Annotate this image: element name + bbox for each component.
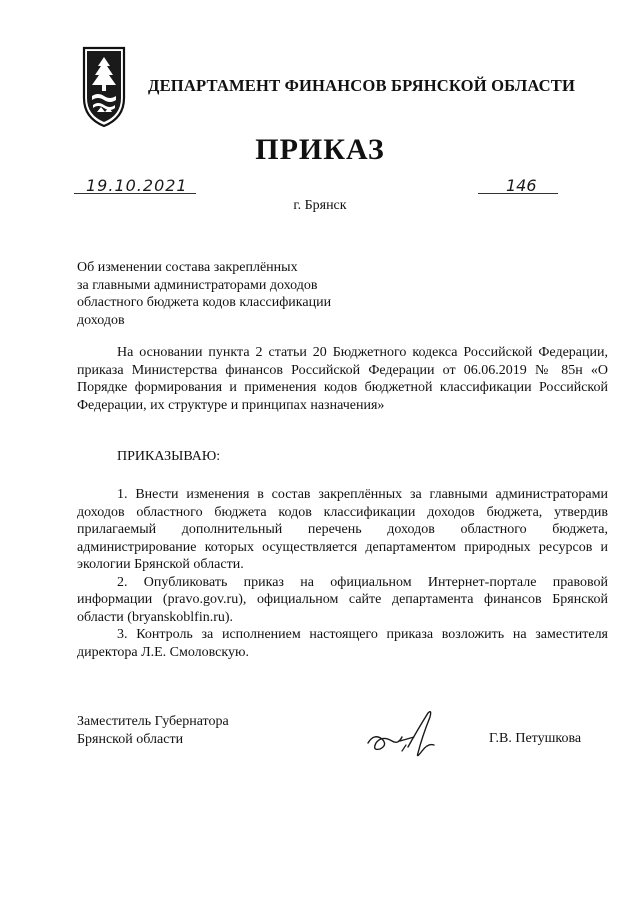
handwritten-signature-icon — [362, 707, 462, 763]
bryansk-coat-of-arms-icon — [80, 44, 128, 130]
order-item-3: 3. Контроль за исполнением настоящего приказа возложить на заместителя директора Л.Е. Смоловскую. — [77, 627, 608, 660]
order-date: 19.10.2021 — [86, 176, 188, 195]
basis-section — [77, 344, 608, 414]
order-item-1: 1. Внести изменения в состав закреплённых за главными администраторами доходов областного бюджета кодов классификации доходов бюджета, утвердив прилагаемый дополнительный перечень доходов областного бюджета, администрирование которых осуществляется департаментом природных ресурсов и экологии Брянской области. — [77, 487, 608, 572]
signatory-position — [77, 713, 229, 748]
department-name: ДЕПАРТАМЕНТ ФИНАНСОВ БРЯНСКОЙ ОБЛАСТИ — [148, 76, 576, 95]
order-word: ПРИКАЗЫВАЮ: — [117, 449, 221, 464]
position-line: Заместитель Губернатора — [77, 714, 229, 729]
subject-line: доходов — [77, 312, 125, 328]
document-title: ПРИКАЗ — [255, 133, 385, 166]
city: г. Брянск — [293, 198, 347, 213]
subject-line: областного бюджета кодов классификации — [77, 295, 332, 310]
subject-line: Об изменении состава закреплённых — [77, 260, 298, 275]
number-underline — [478, 193, 558, 194]
order-subject — [77, 259, 377, 329]
order-item-2: 2. Опубликовать приказ на официальном Интернет-портале правовой информации (pravo.gov.ru), официальном сайте департамента финансов Брянской области (bryanskoblfin.ru). — [77, 574, 608, 625]
signatory-name: Г.В. Петушкова — [489, 731, 582, 746]
position-line: Брянской области — [77, 731, 184, 747]
order-word-section — [77, 448, 608, 466]
order-number: 146 — [506, 176, 537, 195]
subject-line: за главными администраторами доходов — [77, 277, 318, 293]
date-underline — [74, 193, 196, 194]
order-items — [77, 486, 608, 661]
basis-paragraph: На основании пункта 2 статьи 20 Бюджетного кодекса Российской Федерации, приказа Министерства финансов Российской Федерации от 06.06.2019 № 85н «О Порядке формирования и применения кодов бюджетной классификации Российской Федерации, их структуре и принципах назначения» — [77, 345, 608, 413]
